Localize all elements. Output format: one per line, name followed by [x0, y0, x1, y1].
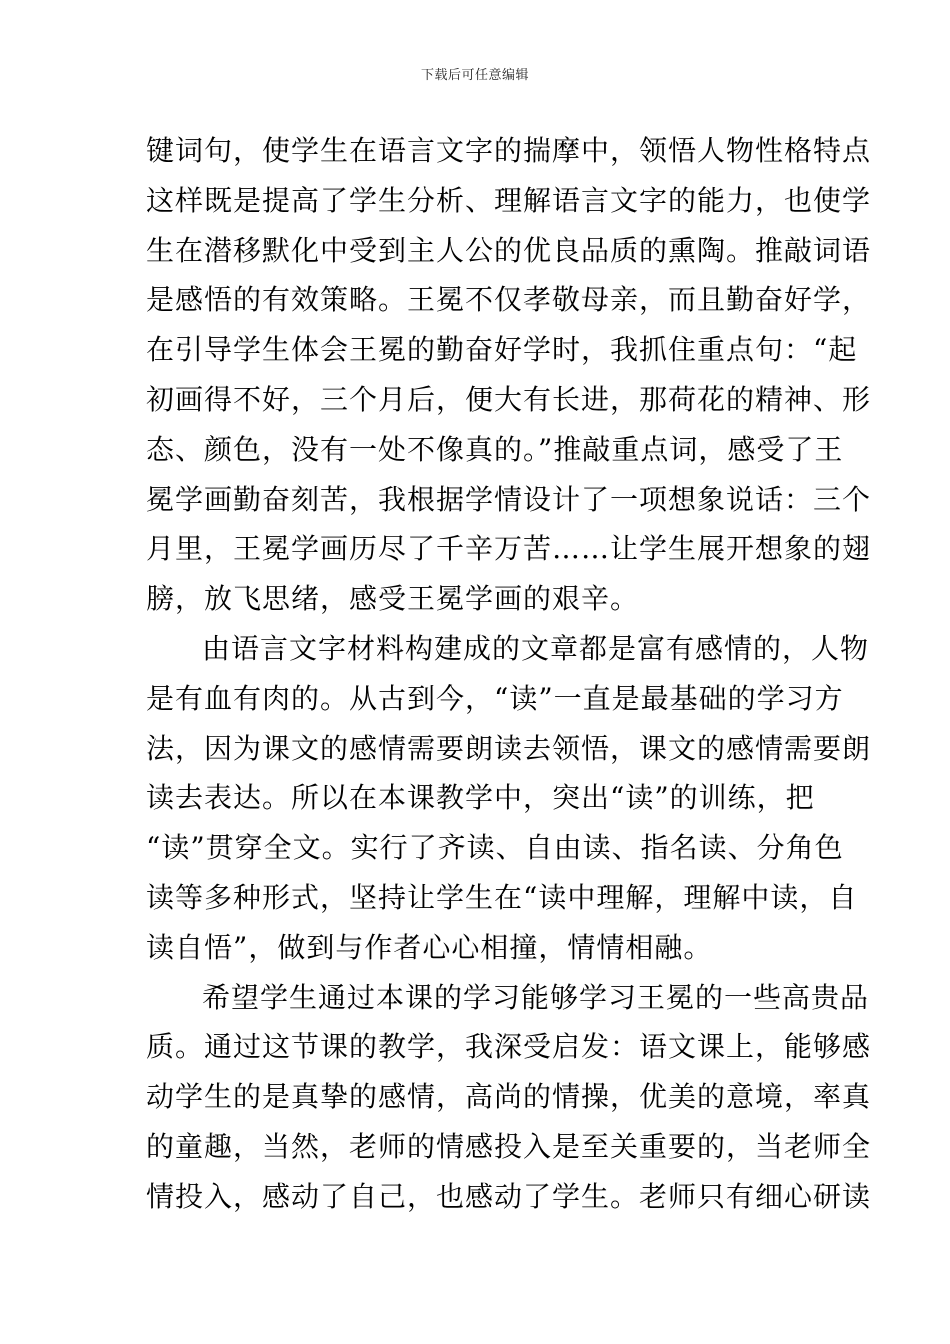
- page-header: 下载后可任意编辑: [420, 68, 529, 83]
- text-line: 生在潜移默化中受到主人公的优良品质的熏陶。推敲词语: [146, 233, 872, 267]
- text-line: “读”贯穿全文。实行了齐读、自由读、指名读、分角色: [146, 831, 844, 865]
- text-line: 质。通过这节课的教学，我深受启发：语文课上，能够感: [146, 1030, 872, 1064]
- text-line: 初画得不好，三个月后，便大有长进，那荷花的精神、形: [146, 382, 872, 416]
- text-line: 希望学生通过本课的学习能够学习王冕的一些高贵品: [202, 980, 870, 1014]
- text-line: 动学生的是真挚的感情，高尚的情操，优美的意境，率真: [146, 1080, 872, 1114]
- text-line: 膀，放飞思绪，感受王冕学画的艰辛。: [146, 582, 640, 616]
- text-line: 在引导学生体会王冕的勤奋好学时，我抓住重点句：“起: [146, 333, 858, 367]
- text-line: 由语言文字材料构建成的文章都是富有感情的，人物: [202, 631, 870, 665]
- text-line: 是有血有肉的。从古到今，“读”一直是最基础的学习方: [146, 681, 844, 715]
- text-line: 这样既是提高了学生分析、理解语言文字的能力，也使学: [146, 183, 872, 217]
- text-line: 键词句，使学生在语言文字的揣摩中，领悟人物性格特点: [146, 134, 872, 167]
- text-line: 是感悟的有效策略。王冕不仅孝敬母亲，而且勤奋好学，: [146, 283, 872, 317]
- text-line: 读等多种形式，坚持让学生在“读中理解，理解中读，自: [146, 880, 858, 914]
- text-line: 读去表达。所以在本课教学中，突出“读”的训练，把: [146, 781, 815, 815]
- text-line: 态、颜色，没有一处不像真的。”推敲重点词，感受了王: [146, 432, 844, 466]
- body-text: [146, 126, 872, 1222]
- text-line: 的童趣，当然，老师的情感投入是至关重要的，当老师全: [146, 1129, 872, 1163]
- text-line: 情投入，感动了自己，也感动了学生。老师只有细心研读: [146, 1179, 872, 1213]
- text-line: 冕学画勤奋刻苦，我根据学情设计了一项想象说话：三个: [146, 482, 872, 516]
- text-line: 法，因为课文的感情需要朗读去领悟，课文的感情需要朗: [146, 731, 872, 765]
- text-line: 读自悟”，做到与作者心心相撞，情情相融。: [146, 930, 713, 964]
- text-line: 月里，王冕学画历尽了千辛万苦……让学生展开想象的翅: [146, 532, 872, 566]
